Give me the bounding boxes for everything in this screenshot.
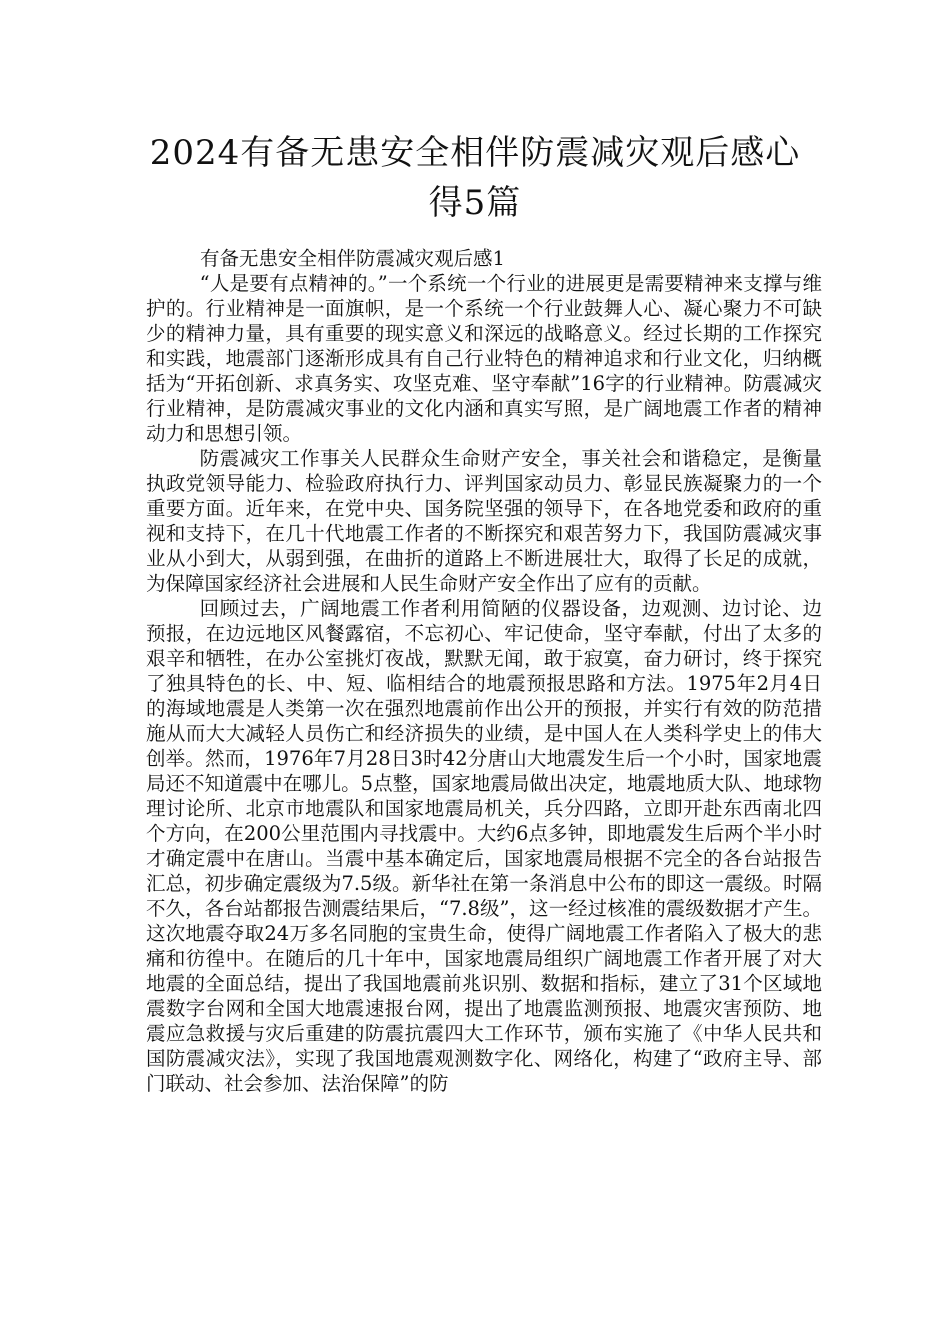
document-title: 2024有备无患安全相伴防震减灾观后感心得5篇 [149, 133, 801, 223]
document-body [146, 246, 822, 1096]
body-paragraph-3: 回顾过去，广阔地震工作者利用简陋的仪器设备，边观测、边讨论、边预报，在边远地区风餐露宿，不忘初心、牢记使命，坚守奉献，付出了太多的艰辛和牺牲，在办公室挑灯夜战，默默无闻，敢于寂寞，奋力研讨，终于探究了独具特色的长、中、短、临相结合的地震预报思路和方法。1975年2月4日的海域地震是人类第一次在强烈地震前作出公开的预报，并实行有效的防范措施从而大大减轻人员伤亡和经济损失的业绩，是中国人在人类科学史上的伟大创举。然而，1976年7月28日3时42分唐山大地震发生后一个小时，国家地震局还不知道震中在哪儿。5点整，国家地震局做出决定，地震地质大队、地球物理讨论所、北京市地震队和国家地震局机关，兵分四路，立即开赴东西南北四个方向，在200公里范围内寻找震中。大约6点多钟，即地震发生后两个半小时才确定震中在唐山。当震中基本确定后，国家地震局根据不完全的各台站报告汇总，初步确定震级为7.5级。新华社在第一条消息中公布的即这一震级。时隔不久，各台站都报告测震结果后，“7.8级”，这一经过核准的震级数据才产生。这次地震夺取24万多名同胞的宝贵生命，使得广阔地震工作者陷入了极大的悲痛和彷徨中。在随后的几十年中，国家地震局组织广阔地震工作者开展了对大地震的全面总结，提出了我国地震前兆识别、数据和指标，建立了31个区域地震数字台网和全国大地震速报台网，提出了地震监测预报、地震灾害预防、地震应急救援与灾后重建的防震抗震四大工作环节，颁布实施了《中华人民共和国防震减灾法》，实现了我国地震观测数字化、网络化，构建了“政府主导、部门联动、社会参加、法治保障”的防 [146, 597, 822, 1095]
body-paragraph-1: “人是要有点精神的。”一个系统一个行业的进展更是需要精神来支撑与维护的。行业精神是一面旗帜，是一个系统一个行业鼓舞人心、凝心聚力不可缺少的精神力量，具有重要的现实意义和深远的战略意义。经过长期的工作探究和实践，地震部门逐渐形成具有自己行业特色的精神追求和行业文化，归纳概括为“开拓创新、求真务实、攻坚克难、坚守奉献”16字的行业精神。防震减灾行业精神，是防震减灾事业的文化内涵和真实写照，是广阔地震工作者的精神动力和思想引领。 [146, 272, 822, 445]
section-heading: 有备无患安全相伴防震减灾观后感1 [200, 247, 505, 270]
body-paragraph-2: 防震减灾工作事关人民群众生命财产安全，事关社会和谐稳定，是衡量执政党领导能力、检验政府执行力、评判国家动员力、彰显民族凝聚力的一个重要方面。近年来，在党中央、国务院坚强的领导下，在各地党委和政府的重视和支持下，在几十代地震工作者的不断探究和艰苦努力下，我国防震减灾事业从小到大，从弱到强，在曲折的道路上不断进展壮大，取得了长足的成就，为保障国家经济社会进展和人民生命财产安全作出了应有的贡献。 [146, 447, 822, 595]
